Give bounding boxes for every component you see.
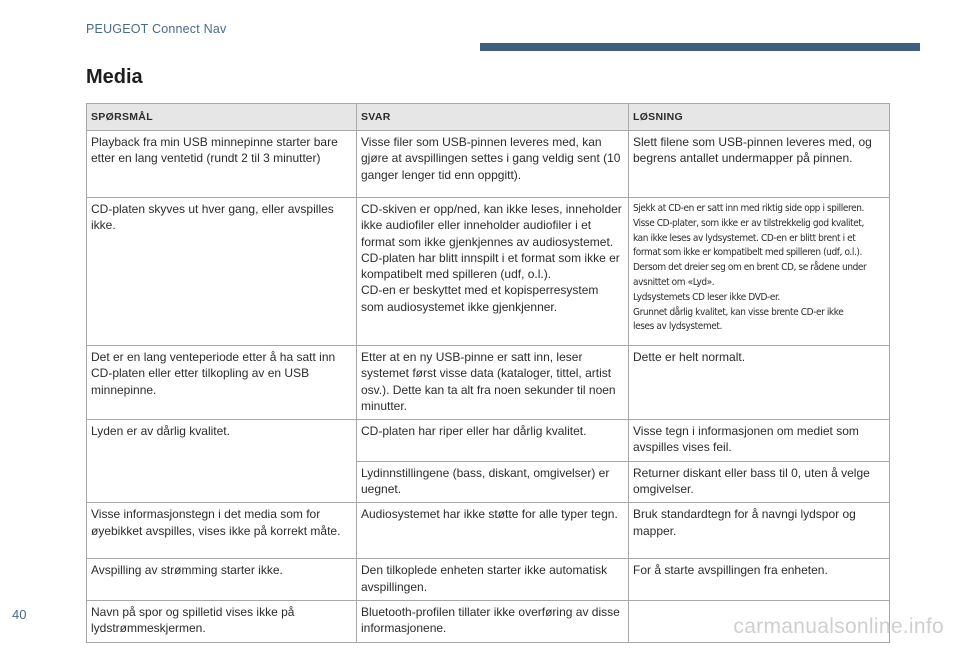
answer-line: CD-en er beskyttet med et kopisperresystem som audiosystemet ikke gjenkjenner. xyxy=(361,283,599,314)
question-cell: Playback fra min USB minnepinne starter bare etter en lang ventetid (rundt 2 til 3 minutter) xyxy=(87,131,357,198)
answer-cell: Etter at en ny USB-pinne er satt inn, leser systemet først visse data (kataloger, tittel, artist osv.). Dette kan ta alt fra noen sekunder til noen minutter. xyxy=(357,346,629,420)
table-row xyxy=(87,503,890,559)
column-header-question: SPØRSMÅL xyxy=(87,104,357,131)
solution-cell: Visse tegn i informasjonen om mediet som avspilles vises feil. xyxy=(629,420,890,462)
column-header-solution: LØSNING xyxy=(629,104,890,131)
solution-line: Sjekk at CD-en er satt inn med riktig side opp i spilleren. xyxy=(633,203,865,214)
solution-line: leses av lydsystemet. xyxy=(633,321,723,333)
table-row xyxy=(87,559,890,601)
solution-line: Lydsystemets CD leser ikke DVD-er. xyxy=(633,291,780,303)
question-cell: Lyden er av dårlig kvalitet. xyxy=(87,420,357,503)
answer-line: CD-skiven er opp/ned, kan ikke leses, inneholder ikke audiofiler eller inneholder audiofiler i et format som ikke gjenkjennes av audiosystemet. xyxy=(361,202,622,249)
solution-line: Visse CD-plater, som ikke er av tilstrekkelig god kvalitet, xyxy=(633,217,864,229)
solution-line: Grunnet dårlig kvalitet, kan visse brente CD-er ikke xyxy=(633,306,844,318)
solution-cell: Bruk standardtegn for å navngi lydspor og mapper. xyxy=(629,503,890,559)
table-header-row xyxy=(87,104,890,131)
solution-line: avsnittet om «Lyd». xyxy=(633,276,715,288)
solution-cell xyxy=(629,198,890,346)
solution-line: format som ikke er kompatibelt med spilleren (udf, o.l.). xyxy=(633,247,862,259)
question-cell: CD-platen skyves ut hver gang, eller avspilles ikke. xyxy=(87,198,357,346)
header-brand: PEUGEOT Connect Nav xyxy=(86,22,227,36)
solution-cell: Slett filene som USB-pinnen leveres med, og begrens antallet undermapper på pinnen. xyxy=(629,131,890,198)
table-row xyxy=(87,420,890,462)
question-cell: Avspilling av strømming starter ikke. xyxy=(87,559,357,601)
solution-line: kan ikke leses av lydsystemet. CD-en er blitt brent i et xyxy=(633,232,856,244)
table-row xyxy=(87,131,890,198)
answer-cell: Den tilkoplede enheten starter ikke automatisk avspillingen. xyxy=(357,559,629,601)
answer-cell: Bluetooth-profilen tillater ikke overføring av disse informasjonene. xyxy=(357,600,629,642)
solution-line: Dersom det dreier seg om en brent CD, se rådene under xyxy=(633,262,867,274)
solution-text-block xyxy=(633,202,885,335)
question-cell: Visse informasjonstegn i det media som for øyebikket avspilles, vises ikke på korrekt måte. xyxy=(87,503,357,559)
section-title: Media xyxy=(86,66,143,88)
answer-cell xyxy=(357,198,629,346)
question-cell: Det er en lang venteperiode etter å ha satt inn CD-platen eller etter tilkopling av en USB minnepinne. xyxy=(87,346,357,420)
answer-line: CD-platen har blitt innspilt i et format som ikke er kompatibelt med spilleren (udf, o.l.). xyxy=(361,250,620,282)
table-row xyxy=(87,346,890,420)
page-number: 40 xyxy=(12,607,27,622)
troubleshooting-table xyxy=(86,103,890,643)
solution-cell: Dette er helt normalt. xyxy=(629,346,890,420)
solution-cell: Returner diskant eller bass til 0, uten å velge omgivelser. xyxy=(629,461,890,503)
question-cell: Navn på spor og spilletid vises ikke på lydstrømmeskjermen. xyxy=(87,600,357,642)
answer-cell: Visse filer som USB-pinnen leveres med, kan gjøre at avspillingen settes i gang veldig sent (10 ganger lenger tid enn oppgitt). xyxy=(357,131,629,198)
answer-cell: Audiosystemet har ikke støtte for alle typer tegn. xyxy=(357,503,629,559)
watermark: carmanualsonline.info xyxy=(733,615,944,638)
header-bar xyxy=(480,43,920,51)
table-row xyxy=(87,198,890,346)
solution-cell: For å starte avspillingen fra enheten. xyxy=(629,559,890,601)
column-header-answer: SVAR xyxy=(357,104,629,131)
answer-cell: CD-platen har riper eller har dårlig kvalitet. xyxy=(357,420,629,462)
answer-cell: Lydinnstillingene (bass, diskant, omgivelser) er uegnet. xyxy=(357,461,629,503)
